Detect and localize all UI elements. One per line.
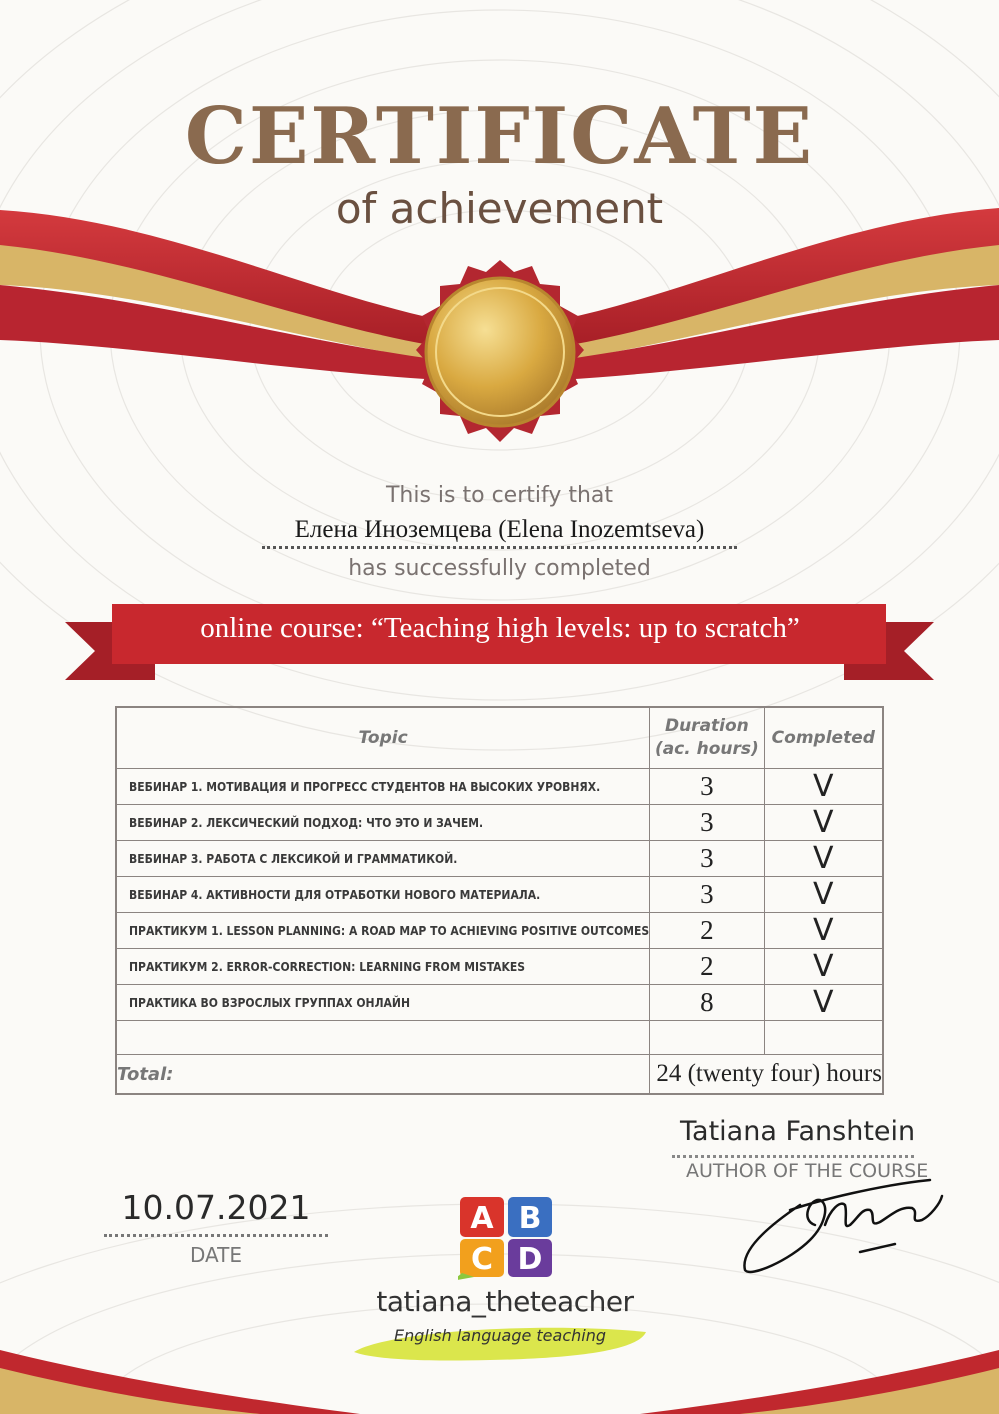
date-value: 10.07.2021	[121, 1188, 311, 1227]
row-hours: 2	[650, 913, 764, 949]
recipient-name: Елена Иноземцева (Elena Inozemtseva)	[294, 516, 705, 543]
table-row	[116, 805, 883, 841]
certify-text: This is to certify that	[385, 483, 614, 508]
abcd-logo	[458, 1195, 554, 1281]
table-row	[116, 769, 883, 805]
row-hours: 3	[650, 877, 764, 913]
table-header-row	[116, 707, 883, 769]
row-hours: 3	[650, 769, 764, 805]
recipient-underline	[262, 546, 737, 549]
header-duration	[650, 707, 764, 769]
certificate-subtitle: of achievement	[335, 184, 664, 233]
author-name: Tatiana Fanshtein	[680, 1116, 916, 1147]
logo-letter-a: A	[470, 1201, 494, 1236]
date-underline	[104, 1234, 328, 1237]
table-row	[116, 913, 883, 949]
brand-name: tatiana_theteacher	[376, 1285, 634, 1318]
table-row	[116, 985, 883, 1021]
table-row	[116, 877, 883, 913]
logo-letter-c: C	[470, 1242, 494, 1277]
row-completed-mark: V	[764, 769, 883, 805]
header-completed: Completed	[764, 707, 883, 769]
empty-cell	[116, 1021, 650, 1055]
certificate-title: CERTIFICATE	[184, 91, 815, 182]
total-label: Total:	[116, 1055, 650, 1095]
topics-table	[115, 706, 884, 1095]
row-topic: ПРАКТИКУМ 2. ERROR-CORRECTION: LEARNING FROM MISTAKES	[116, 949, 650, 985]
table-row-empty	[116, 1021, 883, 1055]
row-completed-mark: V	[764, 841, 883, 877]
row-hours: 8	[650, 985, 764, 1021]
row-completed-mark: V	[764, 805, 883, 841]
header-topic: Topic	[116, 707, 650, 769]
medal-seal	[416, 260, 584, 442]
row-completed-mark: V	[764, 913, 883, 949]
header-duration-line2: (ac. hours)	[654, 739, 759, 759]
empty-cell	[764, 1021, 883, 1055]
author-underline	[672, 1155, 914, 1158]
row-topic: ВЕБИНАР 3. РАБОТА С ЛЕКСИКОЙ И ГРАММАТИКОЙ.	[116, 841, 650, 877]
row-topic: ПРАКТИКУМ 1. LESSON PLANNING: A ROAD MAP TO ACHIEVING POSITIVE OUTCOMES	[116, 913, 650, 949]
row-topic: ВЕБИНАР 2. ЛЕКСИЧЕСКИЙ ПОДХОД: ЧТО ЭТО И ЗАЧЕМ.	[116, 805, 650, 841]
completed-text: has successfully completed	[348, 556, 651, 581]
row-hours: 3	[650, 805, 764, 841]
row-hours: 2	[650, 949, 764, 985]
header-duration-line1: Duration	[664, 716, 749, 737]
total-value: 24 (twenty four) hours	[650, 1055, 883, 1095]
table-row	[116, 841, 883, 877]
author-role: AUTHOR OF THE COURSE	[686, 1160, 929, 1182]
row-topic: ВЕБИНАР 4. АКТИВНОСТИ ДЛЯ ОТРАБОТКИ НОВОГО МАТЕРИАЛА.	[116, 877, 650, 913]
table-row	[116, 949, 883, 985]
brand-tagline: English language teaching	[393, 1326, 607, 1345]
row-completed-mark: V	[764, 877, 883, 913]
row-topic: ПРАКТИКА ВО ВЗРОСЛЫХ ГРУППАХ ОНЛАЙН	[116, 985, 650, 1021]
logo-letter-d: D	[517, 1242, 543, 1277]
row-hours: 3	[650, 841, 764, 877]
signature	[730, 1170, 950, 1280]
row-completed-mark: V	[764, 985, 883, 1021]
row-topic: ВЕБИНАР 1. МОТИВАЦИЯ И ПРОГРЕСС СТУДЕНТОВ НА ВЫСОКИХ УРОВНЯХ.	[116, 769, 650, 805]
logo-letter-b: B	[518, 1201, 542, 1236]
total-row	[116, 1055, 883, 1095]
date-label: DATE	[189, 1243, 243, 1267]
course-title: online course: “Teaching high levels: up to scratch”	[200, 612, 800, 644]
row-completed-mark: V	[764, 949, 883, 985]
empty-cell	[650, 1021, 764, 1055]
